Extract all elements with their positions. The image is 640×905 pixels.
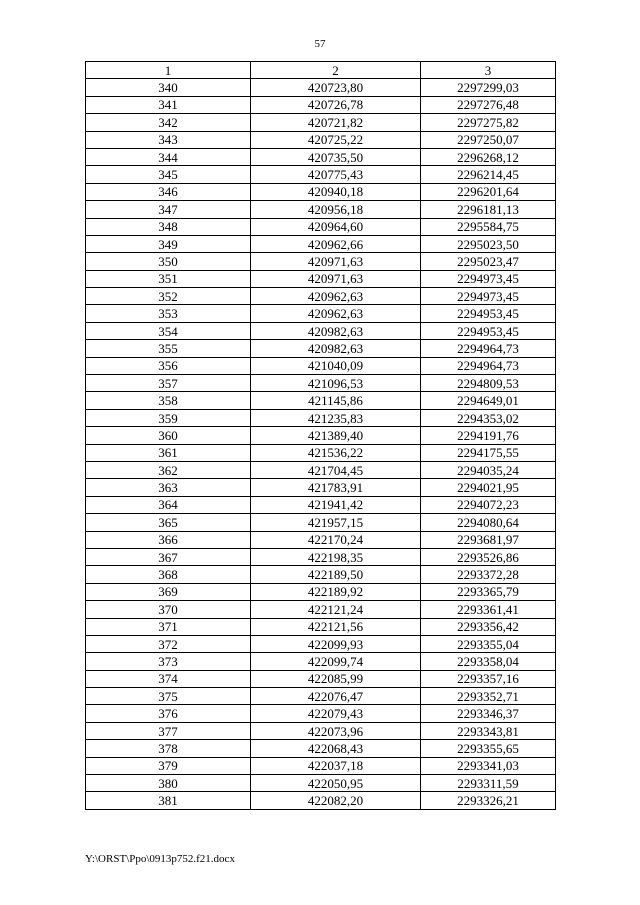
table-row: [86, 705, 556, 722]
table-cell: 421704,45: [251, 461, 421, 478]
table-row: [86, 461, 556, 478]
table-cell: 354: [86, 322, 251, 339]
table-cell: 369: [86, 583, 251, 600]
table-cell: 2294035,24: [421, 461, 556, 478]
table-cell: 2293365,79: [421, 583, 556, 600]
table-cell: 2293355,65: [421, 740, 556, 757]
table-cell: 421040,09: [251, 357, 421, 374]
table-row: [86, 548, 556, 565]
table-cell: 2295023,47: [421, 253, 556, 270]
table-cell: 422121,56: [251, 618, 421, 635]
table-cell: 378: [86, 740, 251, 757]
table-cell: 2293361,41: [421, 601, 556, 618]
table-cell: 2294080,64: [421, 514, 556, 531]
table-cell: 352: [86, 288, 251, 305]
column-header: 3: [421, 62, 556, 79]
table-cell: 353: [86, 305, 251, 322]
table-row: [86, 166, 556, 183]
table-cell: 2293346,37: [421, 705, 556, 722]
table-cell: 2294021,95: [421, 479, 556, 496]
table-row: [86, 514, 556, 531]
table-cell: 371: [86, 618, 251, 635]
table-cell: 2296214,45: [421, 166, 556, 183]
table-cell: 367: [86, 548, 251, 565]
table-cell: 372: [86, 635, 251, 652]
table-cell: 420964,60: [251, 218, 421, 235]
table-cell: 2297250,07: [421, 131, 556, 148]
table-cell: 421957,15: [251, 514, 421, 531]
table-row: [86, 114, 556, 131]
table-cell: 2295023,50: [421, 235, 556, 252]
table-row: [86, 322, 556, 339]
table-cell: 365: [86, 514, 251, 531]
table-cell: 358: [86, 392, 251, 409]
table-row: [86, 618, 556, 635]
table-cell: 422099,93: [251, 635, 421, 652]
table-cell: 340: [86, 79, 251, 96]
table-cell: 2294649,01: [421, 392, 556, 409]
table-cell: 422073,96: [251, 722, 421, 739]
table-cell: 2297275,82: [421, 114, 556, 131]
table-row: [86, 375, 556, 392]
table-cell: 2296181,13: [421, 201, 556, 218]
table-cell: 380: [86, 775, 251, 792]
table-cell: 420982,63: [251, 322, 421, 339]
table-cell: 420725,22: [251, 131, 421, 148]
table-cell: 421235,83: [251, 409, 421, 426]
table-row: [86, 531, 556, 548]
column-header: 1: [86, 62, 251, 79]
table-row: [86, 775, 556, 792]
table-row: [86, 601, 556, 618]
table-cell: 420735,50: [251, 148, 421, 165]
table-cell: 2293358,04: [421, 653, 556, 670]
table-cell: 422085,99: [251, 670, 421, 687]
table-cell: 381: [86, 792, 251, 809]
table-cell: 2293326,21: [421, 792, 556, 809]
table-cell: 2293352,71: [421, 688, 556, 705]
table-cell: 421145,86: [251, 392, 421, 409]
table-cell: 374: [86, 670, 251, 687]
table-cell: 344: [86, 148, 251, 165]
table-cell: 420971,63: [251, 270, 421, 287]
table-cell: 2296201,64: [421, 183, 556, 200]
table-cell: 2293311,59: [421, 775, 556, 792]
table-row: [86, 444, 556, 461]
table-cell: 363: [86, 479, 251, 496]
table-cell: 360: [86, 427, 251, 444]
table-cell: 376: [86, 705, 251, 722]
table-row: [86, 670, 556, 687]
table-cell: 420940,18: [251, 183, 421, 200]
table-row: [86, 218, 556, 235]
table-cell: 420775,43: [251, 166, 421, 183]
table-header-row: [86, 62, 556, 79]
table-row: [86, 427, 556, 444]
table-row: [86, 357, 556, 374]
table-cell: 362: [86, 461, 251, 478]
table-cell: 370: [86, 601, 251, 618]
table-cell: 422121,24: [251, 601, 421, 618]
table-cell: 420971,63: [251, 253, 421, 270]
table-cell: 422099,74: [251, 653, 421, 670]
table-row: [86, 392, 556, 409]
table-cell: 379: [86, 757, 251, 774]
table-cell: 359: [86, 409, 251, 426]
table-row: [86, 635, 556, 652]
table-cell: 2294072,23: [421, 496, 556, 513]
table-row: [86, 722, 556, 739]
table-row: [86, 653, 556, 670]
table-cell: 2293357,16: [421, 670, 556, 687]
table-cell: 2294353,02: [421, 409, 556, 426]
table-cell: 2294175,55: [421, 444, 556, 461]
table-cell: 341: [86, 96, 251, 113]
table-cell: 2294953,45: [421, 305, 556, 322]
table-row: [86, 131, 556, 148]
table-cell: 2293356,42: [421, 618, 556, 635]
table-cell: 422050,95: [251, 775, 421, 792]
table-cell: 2294191,76: [421, 427, 556, 444]
page-number: 57: [314, 38, 326, 50]
table-cell: 356: [86, 357, 251, 374]
table-body: [86, 79, 556, 809]
table-row: [86, 496, 556, 513]
table-row: [86, 270, 556, 287]
table-cell: 2297276,48: [421, 96, 556, 113]
table-cell: 420962,66: [251, 235, 421, 252]
table-row: [86, 148, 556, 165]
table-cell: 421783,91: [251, 479, 421, 496]
table-row: [86, 288, 556, 305]
table-row: [86, 583, 556, 600]
table-cell: 421941,42: [251, 496, 421, 513]
table-cell: 2294973,45: [421, 270, 556, 287]
table-row: [86, 253, 556, 270]
table-cell: 420956,18: [251, 201, 421, 218]
table-cell: 420723,80: [251, 79, 421, 96]
table-cell: 2297299,03: [421, 79, 556, 96]
table-cell: 373: [86, 653, 251, 670]
table-row: [86, 757, 556, 774]
table-cell: 366: [86, 531, 251, 548]
table-row: [86, 688, 556, 705]
table-cell: 2293372,28: [421, 566, 556, 583]
table-cell: 2293341,03: [421, 757, 556, 774]
table-cell: 422076,47: [251, 688, 421, 705]
table-cell: 420721,82: [251, 114, 421, 131]
table-cell: 420962,63: [251, 288, 421, 305]
table-cell: 422082,20: [251, 792, 421, 809]
table-cell: 368: [86, 566, 251, 583]
table-cell: 2295584,75: [421, 218, 556, 235]
table-cell: 345: [86, 166, 251, 183]
table-cell: 355: [86, 340, 251, 357]
table-cell: 421536,22: [251, 444, 421, 461]
table-cell: 422170,24: [251, 531, 421, 548]
table-row: [86, 96, 556, 113]
table-cell: 2294973,45: [421, 288, 556, 305]
table-cell: 342: [86, 114, 251, 131]
column-header: 2: [251, 62, 421, 79]
table-cell: 2293526,86: [421, 548, 556, 565]
table-cell: 375: [86, 688, 251, 705]
footer-file-path: Y:\ORST\Ppo\0913p752.f21.docx: [85, 853, 235, 865]
table-cell: 2294964,73: [421, 340, 556, 357]
table-cell: 422189,92: [251, 583, 421, 600]
table-row: [86, 340, 556, 357]
table-cell: 2294809,53: [421, 375, 556, 392]
table-cell: 364: [86, 496, 251, 513]
table-cell: 421096,53: [251, 375, 421, 392]
table-cell: 420982,63: [251, 340, 421, 357]
coordinates-table: [85, 61, 556, 810]
table-row: [86, 183, 556, 200]
table-row: [86, 566, 556, 583]
table-cell: 422037,18: [251, 757, 421, 774]
table-cell: 346: [86, 183, 251, 200]
table-cell: 422198,35: [251, 548, 421, 565]
table-row: [86, 740, 556, 757]
table-row: [86, 305, 556, 322]
table-cell: 420726,78: [251, 96, 421, 113]
table-cell: 349: [86, 235, 251, 252]
table-cell: 2294964,73: [421, 357, 556, 374]
table-row: [86, 409, 556, 426]
table-cell: 2293355,04: [421, 635, 556, 652]
table-cell: 2293343,81: [421, 722, 556, 739]
table-cell: 347: [86, 201, 251, 218]
table-cell: 350: [86, 253, 251, 270]
table-cell: 422068,43: [251, 740, 421, 757]
table-cell: 2293681,97: [421, 531, 556, 548]
table-cell: 422079,43: [251, 705, 421, 722]
table-cell: 361: [86, 444, 251, 461]
table-cell: 351: [86, 270, 251, 287]
table-row: [86, 79, 556, 96]
table-cell: 421389,40: [251, 427, 421, 444]
table-row: [86, 235, 556, 252]
table-row: [86, 792, 556, 809]
table-cell: 348: [86, 218, 251, 235]
table-cell: 422189,50: [251, 566, 421, 583]
table-cell: 2296268,12: [421, 148, 556, 165]
table-cell: 420962,63: [251, 305, 421, 322]
table-row: [86, 479, 556, 496]
table-cell: 357: [86, 375, 251, 392]
table-cell: 343: [86, 131, 251, 148]
table-cell: 2294953,45: [421, 322, 556, 339]
table-cell: 377: [86, 722, 251, 739]
table-row: [86, 201, 556, 218]
